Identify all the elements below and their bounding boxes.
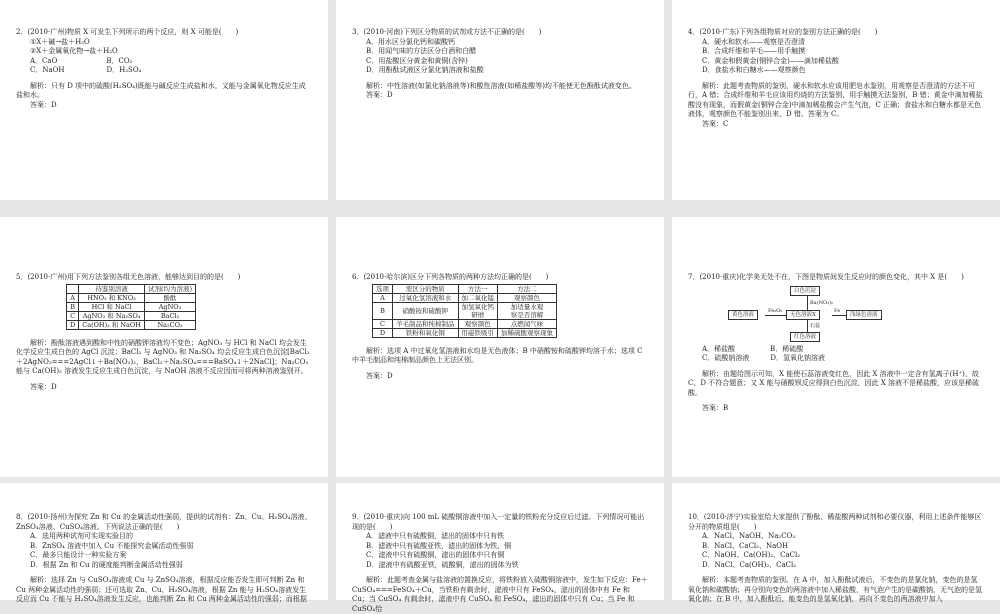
table-cell: 羊毛制品和纯棉制品 bbox=[393, 319, 459, 328]
table-header-cell: 方法二 bbox=[498, 284, 557, 293]
table-cell: 观察颜色 bbox=[498, 293, 557, 302]
table-cell: 加氢氧化钙 研磨 bbox=[458, 302, 498, 319]
table-cell: C bbox=[373, 319, 393, 328]
table-row bbox=[373, 328, 557, 337]
slide-text-line: D．滤液中有硫酸亚铁，硫酸铜，滤出的固体为铁 bbox=[366, 560, 519, 569]
slide-text-line: 解析：酚酞溶液遇到酸和中性的硝酸钾溶液均不变色；AgNO₃ 与 HCl 和 NaCl 均会发生化学反应生成白色的 AgCl 沉淀；BaCl₂ 与 AgNO₃ 和 Na₂SO₄ 均会反应生成白色沉淀[BaCl₂＋2AgNO₃===2AgCl↓＋Ba(NO₃)₂，BaCl₂＋Na₂SO₄===BaSO₄↓＋2NaCl]；Na₂CO₃ 能与 Ca(OH)₂ 溶液发生反应生成白色沉淀，与 NaOH 溶液不反应因而可将两种溶液鉴别开。 bbox=[16, 338, 310, 375]
question-table bbox=[66, 284, 196, 330]
table-cell: B bbox=[67, 302, 79, 311]
table-header-cell: 待鉴别溶液 bbox=[79, 284, 145, 293]
slide-text-line: 8．(2010·扬州)为探究 Zn 和 Cu 的金属活动性强弱，提供的试剂有：Zn、Cu、H₂SO₄溶液、ZnSO₄溶液、CuSO₄溶液。下列说法正确的是( ) bbox=[16, 513, 312, 531]
slide-text-line: 4．(2010·广东)下列各组物质对应的鉴别方法正确的是( ) bbox=[688, 28, 878, 36]
diagram-label: Fe bbox=[834, 307, 841, 314]
slide-text-line: 7．(2010·重庆)化学美无处不在，下图是物质间发生反应时的颜色变化，其中 X 是( ) bbox=[688, 273, 964, 281]
slide-text-line: 3．(2010·河南)下列区分物质的试剂或方法不正确的是( ) bbox=[352, 28, 542, 36]
slide-text-line: 答案：D bbox=[16, 382, 57, 391]
question-table bbox=[372, 284, 557, 338]
diagram-label: 石蕊 bbox=[810, 322, 821, 329]
table-cell: 酚酞 bbox=[144, 293, 195, 302]
slide-8[interactable] bbox=[336, 483, 664, 613]
slide-text-line: C．用盐酸区分黄金和黄铜(含锌) bbox=[366, 56, 468, 65]
slide-text-line: A．滤液中只有硫酸铜，滤出的固体中只有铁 bbox=[366, 532, 505, 540]
slide-text-line: 5．(2010·广州)用下列方法鉴别各组无色溶液，能够达到目的的是( ) bbox=[16, 273, 241, 281]
table-header-cell: 试剂(均为溶液) bbox=[144, 284, 195, 293]
table-row bbox=[67, 311, 196, 320]
slide-5[interactable] bbox=[336, 217, 664, 477]
slide-text-line: C．黄金和假黄金(铜锌合金)——滴加稀盐酸 bbox=[702, 56, 839, 65]
table-cell: 加二氧化锰 bbox=[458, 293, 498, 302]
slide-text-line: 答案：C bbox=[688, 119, 729, 128]
slide-text-line: ②X＋金属氧化物→盐＋H₂O bbox=[30, 47, 118, 55]
slide-text-line: D．食盐水和白糖水——观察颜色 bbox=[702, 66, 806, 74]
diagram-box-right: 浅绿色溶液 bbox=[846, 310, 882, 320]
table-cell: A bbox=[67, 293, 79, 302]
slide-text-line: 10．(2010·济宁)实验室给大家提供了酚酞、稀盐酸两种试剂和必要仪器，利用上述条件能够区分开的物质组是( ) bbox=[688, 513, 982, 531]
table-row bbox=[67, 293, 196, 302]
table-cell: 过氧化氢溶液和水 bbox=[393, 293, 459, 302]
table-cell: 加稀硫酸观察现象 bbox=[498, 328, 557, 337]
table-header-cell bbox=[67, 284, 79, 293]
slide-text-line: 解析：由题给图示可知，X 能使石蕊溶液变红色，因此 X 溶液中一定含有氢离子(H⁺)，故 C、D 不符合题意；又 X 能与硝酸钡反应得到白色沉淀，因此 X 溶液不是稀盐酸，应该是稀硫酸。 bbox=[688, 369, 980, 397]
slide-text-line: 解析：选择 Zn 与 CuSO₄溶液或 Cu 与 ZnSO₄溶液，根据反应能否发生即可判断 Zn 和 Cu 两种金属活动性的强弱；还可选取 Zn、Cu、H₂SO₄溶液，根据 Zn 能与 H₂SO₄溶液发生反应而 Cu 不能与 H₂SO₄溶液发生反应，也能判断 Zn 和 Cu 两种金属活动性的强弱；而根据 bbox=[16, 576, 307, 603]
table-row bbox=[67, 320, 196, 329]
slide-text-line: D．用酚酞试液区分氯化钠溶液和盐酸 bbox=[366, 66, 484, 74]
slide-text-line: 解析：此题考查物质的鉴别，硬水和软水应该用肥皂水鉴别，用观察是否澄清的方法不可行，A 错；合成纤维和羊毛应该用灼烧的方法鉴别，用手触摸无法鉴别，B 错；黄金中滴加稀盐酸没有现象，而假黄金(铜锌合金)中滴加稀盐酸会产生气泡，C 正确；食盐水和白糖水都是无色液体，观察颜色不能鉴别出来，D 错。答案为 C。 bbox=[688, 81, 983, 118]
table-cell: C bbox=[67, 311, 79, 320]
slide-text-line: D．NaCl、Ca(OH)₂、CaCl₂ bbox=[702, 560, 797, 569]
slide-text-line: 答案：B bbox=[688, 404, 729, 412]
slide-text-line: A．CaO B．CO₂ bbox=[30, 56, 133, 65]
diagram-line bbox=[807, 319, 808, 332]
slide-text-line: B．NaCl、CaCl₂、NaOH bbox=[702, 541, 789, 550]
slide-text-line: 解析：本题考查物质的鉴别。在 A 中，加入酚酞试液后，不变色的是氯化钠，变色的是氢氧化钠和碳酸钠；再分别向变色的两溶液中加入稀盐酸，有气泡产生的是碳酸钠，无气泡的是氢氧化钠；在 B 中，加入酚酞后，能变色的是氢氧化钠，再向不变色的两溶液中加入 bbox=[688, 576, 982, 603]
slide-text-line: A．选用两种试剂可实现实验目的 bbox=[30, 532, 134, 540]
slide-text-line: 2．(2010·广州)物质 X 可发生下列所示的两个反应，则 X 可能是( ) bbox=[16, 28, 239, 36]
diagram-label: Fe₂O₃ bbox=[768, 307, 783, 314]
diagram-box-left: 黄色溶液 bbox=[728, 310, 758, 320]
table-cell: 硝酸铵和硫酸钾 bbox=[393, 302, 459, 319]
slide-text-line: 6．(2010·哈尔滨)区分下列各物质的两种方法均正确的是( ) bbox=[352, 273, 549, 281]
slide-text-line: C．滤液中只有硫酸铜，滤出的固体中只有铜 bbox=[366, 551, 505, 559]
slide-6[interactable] bbox=[672, 217, 1000, 477]
slide-7[interactable] bbox=[0, 483, 328, 603]
table-header-cell: 选项 bbox=[373, 284, 393, 293]
diagram-box-bottom: 红色溶液 bbox=[790, 332, 820, 342]
slide-text-line: A．硬水和软水——观察是否澄清 bbox=[702, 37, 806, 46]
table-row bbox=[373, 319, 557, 328]
slide-text-line: A．用水区分氯化钙和碳酸钙 bbox=[366, 37, 456, 46]
slide-text-line: 解析：中性溶液(如氯化钠溶液等)和酸性溶液(如稀盐酸等)均不能使无色酚酞试液变色。 bbox=[352, 81, 636, 90]
table-cell: Ca(OH)₂ 和 NaOH bbox=[79, 320, 145, 329]
table-cell: HNO₃ 和 KNO₃ bbox=[79, 293, 145, 302]
table-row bbox=[373, 302, 557, 319]
slide-text-line: 解析：选项 A 中过氧化氢溶液和水均是无色液体；B 中硝酸铵和硫酸钾均溶于水；选项 C 中羊毛制品和纯棉制品颜色上无法区别。 bbox=[352, 346, 643, 364]
diagram-box-center: 无色溶液X bbox=[786, 310, 820, 320]
slide-3[interactable] bbox=[672, 0, 1000, 200]
slide-text-line: 答案：D bbox=[352, 91, 393, 99]
diagram-box-top: 白色沉淀 bbox=[790, 286, 820, 296]
table-cell: AgNO₃ bbox=[144, 302, 195, 311]
slide-text-line: 9．(2010·重庆)向 100 mL 硫酸铜溶液中加入一定量的铁粉充分反应后过滤。下列情况可能出现的是( ) bbox=[352, 513, 645, 531]
table-cell: B bbox=[373, 302, 393, 319]
diagram-label: Ba(NO₃)₂ bbox=[810, 299, 834, 306]
slide-4[interactable] bbox=[0, 217, 328, 477]
table-cell: HCl 和 NaCl bbox=[79, 302, 145, 311]
table-cell: A bbox=[373, 293, 393, 302]
table-cell: 点燃闻气味 bbox=[498, 319, 557, 328]
slide-text-line: C．硫酸钠溶液 D．氢氧化钠溶液 bbox=[702, 354, 825, 362]
slide-text-line: C．NaOH、Ca(OH)₂、CaCl₂ bbox=[702, 551, 801, 559]
slide-2[interactable] bbox=[336, 0, 664, 200]
diagram-line bbox=[807, 295, 808, 310]
slide-9[interactable] bbox=[672, 483, 1000, 603]
slide-text-line: D．根据 Zn 和 Cu 的硬度能判断金属活动性强弱 bbox=[30, 560, 183, 569]
slide-text-line: 答案：D bbox=[352, 371, 393, 380]
table-cell: 观察颜色 bbox=[458, 319, 498, 328]
table-cell: 加适量水观 察是否溶解 bbox=[498, 302, 557, 319]
table-cell: D bbox=[67, 320, 79, 329]
slide-text-line: 解析：此题考查金属与盐溶液的置换反应，将铁粉放入硫酸铜溶液中，发生如下反应：Fe＋CuSO₄===FeSO₄＋Cu，当铁粉有剩余时，滤液中只有 FeSO₄，滤出的固体中有 Fe 和 Cu；当 CuSO₄ 有剩余时，滤液中有 CuSO₄ 和 FeSO₄，滤出的固体中只有 Cu；当 Fe 和 CuSO₄恰 bbox=[352, 576, 648, 613]
slide-text-line: B．合成纤维和羊毛——用手触摸 bbox=[702, 47, 806, 55]
slide-text-line: C．最多只能设计一种实验方案 bbox=[30, 551, 127, 559]
table-cell: D bbox=[373, 328, 393, 337]
slide-text-line: B．ZnSO₄ 溶液中加入 Cu 不能探究金属活动性强弱 bbox=[30, 541, 194, 550]
slide-text-line: A．NaCl、NaOH、Na₂CO₃ bbox=[702, 532, 796, 540]
slide-text-line: B．滤液中只有硫酸亚铁，滤出的固体为铁、铜 bbox=[366, 541, 512, 550]
slide-text-line: B．用闻气味的方法区分白酒和白醋 bbox=[366, 47, 477, 55]
table-row bbox=[373, 293, 557, 302]
table-cell: AgNO₃ 和 Na₂SO₄ bbox=[79, 311, 145, 320]
reaction-diagram bbox=[728, 286, 888, 341]
table-header-cell: 需区分的物质 bbox=[393, 284, 459, 293]
table-cell: 铁粉和氧化铜 bbox=[393, 328, 459, 337]
table-header-cell: 方法一 bbox=[458, 284, 498, 293]
table-cell: Na₂CO₃ bbox=[144, 320, 195, 329]
table-cell: BaCl₂ bbox=[144, 311, 195, 320]
table-row bbox=[67, 302, 196, 311]
slide-text-line: ①X＋碱→盐＋H₂O bbox=[30, 37, 90, 46]
slide-text-line: 答案：D bbox=[16, 100, 57, 109]
slide-text-line: A．稀盐酸 B．稀硫酸 bbox=[702, 344, 804, 353]
slide-text-line: C．NaOH D．H₂SO₄ bbox=[30, 66, 142, 74]
slide-text-line: 解析：只有 D 项中的硫酸(H₂SO₄)既能与碱反应生成盐和水，又能与金属氧化物反应生成盐和水。 bbox=[16, 81, 306, 99]
table-cell: 用磁铁吸引 bbox=[458, 328, 498, 337]
slide-1[interactable] bbox=[0, 0, 328, 200]
